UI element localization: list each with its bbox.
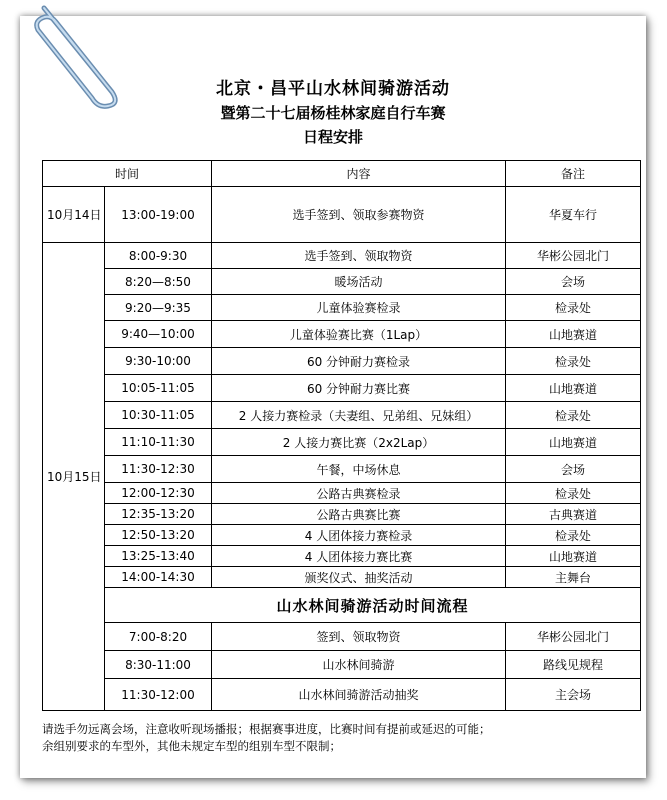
content-cell: 2 人接力赛比赛（2x2Lap） <box>212 429 506 456</box>
time-cell: 12:35-13:20 <box>105 504 212 525</box>
note-cell: 山地赛道 <box>506 321 641 348</box>
content-cell: 选手签到、领取参赛物资 <box>212 187 506 243</box>
date-cell-day2: 10月15日 <box>43 243 105 711</box>
note-cell: 会场 <box>506 269 641 295</box>
note-cell: 检录处 <box>506 295 641 321</box>
note-cell: 山地赛道 <box>506 375 641 402</box>
content-cell: 山水林间骑游活动抽奖 <box>212 679 506 711</box>
content-cell: 公路古典赛检录 <box>212 483 506 504</box>
time-cell: 9:30-10:00 <box>105 348 212 375</box>
note-cell: 会场 <box>506 456 641 483</box>
time-cell: 7:00-8:20 <box>105 623 212 651</box>
table-header-row <box>43 161 641 187</box>
time-cell: 14:00-14:30 <box>105 567 212 588</box>
table-row <box>43 546 641 567</box>
content-cell: 选手签到、领取物资 <box>212 243 506 269</box>
time-cell: 9:40—10:00 <box>105 321 212 348</box>
time-cell: 8:30-11:00 <box>105 651 212 679</box>
note-cell: 华夏车行 <box>506 187 641 243</box>
note-line-1: 请选手勿远离会场，注意收听现场播报；根据赛事进度，比赛时间有提前或延迟的可能； <box>42 722 491 736</box>
content-cell: 暖场活动 <box>212 269 506 295</box>
note-line-2: 余组别要求的车型外，其他未规定车型的组别车型不限制； <box>42 739 341 753</box>
time-cell: 8:20—8:50 <box>105 269 212 295</box>
section-title: 山水林间骑游活动时间流程 <box>105 588 641 623</box>
content-cell: 颁奖仪式、抽奖活动 <box>212 567 506 588</box>
note-cell: 华彬公园北门 <box>506 623 641 651</box>
table-row <box>43 651 641 679</box>
note-cell: 检录处 <box>506 483 641 504</box>
time-cell: 10:30-11:05 <box>105 402 212 429</box>
content-cell: 60 分钟耐力赛检录 <box>212 348 506 375</box>
table-row <box>43 525 641 546</box>
table-row <box>43 295 641 321</box>
table-row <box>43 375 641 402</box>
schedule-table <box>42 160 641 711</box>
note-cell: 检录处 <box>506 348 641 375</box>
content-cell: 4 人团体接力赛检录 <box>212 525 506 546</box>
time-cell: 8:00-9:30 <box>105 243 212 269</box>
time-cell: 12:50-13:20 <box>105 525 212 546</box>
table-row <box>43 483 641 504</box>
content-cell: 儿童体验赛检录 <box>212 295 506 321</box>
notes <box>42 721 640 755</box>
header-time: 时间 <box>43 161 212 187</box>
table-row <box>43 679 641 711</box>
note-cell: 古典赛道 <box>506 504 641 525</box>
table-row <box>43 269 641 295</box>
header-note: 备注 <box>506 161 641 187</box>
schedule-heading: 日程安排 <box>302 128 363 146</box>
table-row <box>43 623 641 651</box>
note-cell: 路线见规程 <box>506 651 641 679</box>
document-page <box>20 16 646 778</box>
content-cell: 4 人团体接力赛比赛 <box>212 546 506 567</box>
note-cell: 检录处 <box>506 402 641 429</box>
table-row <box>43 429 641 456</box>
note-cell: 检录处 <box>506 525 641 546</box>
table-row <box>43 456 641 483</box>
content-cell: 60 分钟耐力赛比赛 <box>212 375 506 402</box>
table-row <box>43 504 641 525</box>
date-cell-day1: 10月14日 <box>43 187 105 243</box>
time-cell: 13:25-13:40 <box>105 546 212 567</box>
note-cell: 山地赛道 <box>506 429 641 456</box>
table-row <box>43 348 641 375</box>
time-cell: 13:00-19:00 <box>105 187 212 243</box>
content-cell: 午餐，中场休息 <box>212 456 506 483</box>
note-cell: 主会场 <box>506 679 641 711</box>
table-row <box>43 321 641 348</box>
time-cell: 9:20—9:35 <box>105 295 212 321</box>
table-row <box>43 187 641 243</box>
content-cell: 2 人接力赛检录（夫妻组、兄弟组、兄妹组） <box>212 402 506 429</box>
content-cell: 儿童体验赛比赛（1Lap） <box>212 321 506 348</box>
note-cell: 主舞台 <box>506 567 641 588</box>
note-cell: 山地赛道 <box>506 546 641 567</box>
time-cell: 12:00-12:30 <box>105 483 212 504</box>
document-title: 北京・昌平山水林间骑游活动 <box>216 79 450 99</box>
header-content: 内容 <box>212 161 506 187</box>
time-cell: 10:05-11:05 <box>105 375 212 402</box>
time-cell: 11:30-12:30 <box>105 456 212 483</box>
time-cell: 11:30-12:00 <box>105 679 212 711</box>
content-cell: 签到、领取物资 <box>212 623 506 651</box>
table-row <box>43 402 641 429</box>
time-cell: 11:10-11:30 <box>105 429 212 456</box>
table-row <box>43 243 641 269</box>
table-row <box>43 567 641 588</box>
document-subtitle: 暨第二十七届杨桂林家庭自行车赛 <box>220 104 446 122</box>
section-row <box>43 588 641 623</box>
note-cell: 华彬公园北门 <box>506 243 641 269</box>
content-cell: 公路古典赛比赛 <box>212 504 506 525</box>
content-cell: 山水林间骑游 <box>212 651 506 679</box>
paperclip-icon <box>20 0 130 110</box>
